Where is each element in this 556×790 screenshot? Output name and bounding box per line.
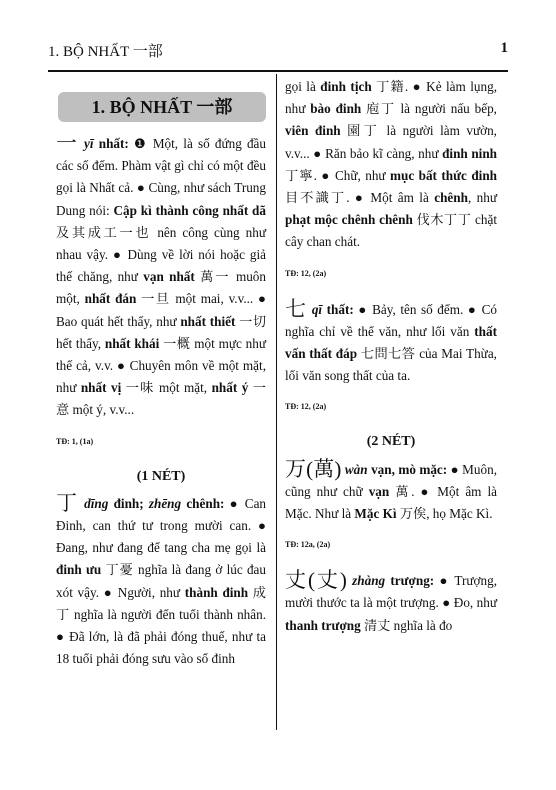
- sino-vietnamese-reading: vạn, mò mặc:: [367, 461, 448, 477]
- page-number: 1: [500, 40, 508, 56]
- definition-text: 萬一 muôn một,: [56, 269, 266, 307]
- example-term: thành đinh: [184, 584, 249, 600]
- definition-text: 一切 hết thẩy,: [56, 313, 267, 351]
- example-term: đinh ninh: [442, 145, 497, 161]
- definition-text: 伐木丁丁 chặt cây chan chát.: [285, 212, 497, 250]
- section-banner: 1. BỘ NHẤT 一部: [58, 92, 266, 122]
- definition-text: 丁籍. ● Kẻ làm lụng, như: [285, 79, 497, 117]
- entry-nhat: [56, 132, 266, 422]
- source-reference: TĐ: 12, (2a): [285, 268, 327, 278]
- example-term: nhất khái: [104, 335, 160, 351]
- pinyin: qī: [311, 301, 323, 317]
- example-term: nhất ý: [211, 380, 249, 396]
- definition-text: ● Muôn, cũng như chữ: [285, 461, 497, 499]
- pinyin: zhàng: [352, 573, 386, 589]
- example-term: viên đinh: [285, 123, 341, 139]
- entry-van: [285, 458, 497, 526]
- left-column: [56, 76, 266, 670]
- entry-dinh: [56, 492, 266, 671]
- pinyin: yī: [84, 136, 94, 151]
- definition-text: 清丈 nghĩa là đo: [360, 617, 453, 633]
- example-term: đinh tịch: [320, 79, 372, 94]
- definition-text: 成丁 nghĩa là người đến tuổi thành nhân. ● Đã lớn, là đã phải đóng thuế, như ta 18 tuổi phải đóng sưu vào sổ đinh: [56, 584, 266, 667]
- running-title: 1. BỘ NHẤT 一部: [48, 44, 163, 60]
- example-term: chênh: [434, 190, 468, 206]
- example-term: Cập kì thành công nhất dã: [113, 202, 266, 218]
- column-divider: [276, 74, 277, 730]
- definition-text: ● Bảy, tên số đếm. ● Có nghĩa chỉ về thể văn, như lối văn: [285, 301, 498, 339]
- headword-char: 七: [285, 296, 308, 321]
- definition-text: 及其成工一也 nên công cùng như nhau vậy. ● Dùng về lời nói hoặc giả thế chăng, như: [56, 224, 266, 285]
- example-term: bào đinh: [310, 101, 362, 117]
- definition-text: 一味 một mặt,: [121, 380, 212, 396]
- definition-text: 万俟, họ Mặc Kì.: [396, 506, 493, 522]
- definition-text: ❶ Một, là số đứng đầu các số đếm. Phàm vật gì chỉ có một đều gọi là Nhất cả. ● Cùng, như sách Trung Dung nói:: [56, 136, 266, 218]
- stroke-section-heading: (2 NÉT): [366, 434, 416, 450]
- example-term: thất vấn thất đáp: [285, 323, 497, 362]
- definition-text: , như: [467, 190, 497, 206]
- definition-text: 目不識丁. ● Một âm là: [285, 190, 435, 206]
- definition-text: 丁憂 nghĩa là đang ở lúc đau xót vậy. ● Người, như: [56, 562, 266, 600]
- example-term: vạn nhất: [143, 269, 195, 285]
- source-reference: TĐ: 12a, (2a): [285, 540, 331, 550]
- entry-dinh-continued: [285, 76, 497, 254]
- pinyin: dīng: [84, 495, 109, 511]
- definition-text: ● Trượng, mười thước ta là một trượng. ● Đo, như: [285, 573, 497, 611]
- sino-vietnamese-reading: đinh;: [108, 495, 149, 511]
- definition-text: 一概 một mực như thế cả, v.v. ● Chuyên môn về một mặt, như: [56, 335, 266, 396]
- entry-that: [285, 298, 497, 388]
- sino-vietnamese-reading: trượng:: [385, 573, 435, 589]
- sino-vietnamese-reading: chênh:: [181, 495, 225, 511]
- page-header: [48, 40, 508, 64]
- stroke-section-heading: (1 NÉT): [136, 468, 186, 484]
- header-rule: [48, 70, 508, 72]
- sino-vietnamese-reading: thất:: [322, 301, 354, 317]
- definition-text: 一意 một ý, v.v...: [56, 380, 266, 418]
- headword-char: 丁: [56, 490, 79, 515]
- definition-text: 丁寧. ● Chữ, như: [285, 167, 391, 183]
- headword-char: 一: [56, 131, 79, 155]
- example-term: nhất vị: [80, 380, 122, 396]
- definition-text: 七問七答 của Mai Thừa, lối văn song thất của ta.: [285, 346, 497, 384]
- example-term: mục bất thức đinh: [390, 167, 497, 183]
- example-term: vạn: [368, 483, 390, 499]
- example-term: phạt mộc chênh chênh: [285, 212, 413, 228]
- definition-text: 一旦 một mai, v.v... ● Bao quát hết thẩy, như: [56, 291, 267, 329]
- right-column: [285, 76, 497, 637]
- headword-char: 丈(丈): [285, 568, 347, 593]
- source-reference: TĐ: 1, (1a): [56, 436, 94, 446]
- definition-text: 萬. ● Một âm là Mặc. Như là: [285, 483, 497, 522]
- headword-char: 万(萬): [285, 456, 342, 481]
- example-term: nhất đán: [84, 291, 137, 307]
- example-term: đinh ưu: [56, 562, 102, 578]
- sino-vietnamese-reading: nhất:: [98, 136, 129, 151]
- definition-text: gọi là: [285, 79, 321, 94]
- definition-text: 園丁 là người làm vườn, v.v... ● Răn bảo kĩ càng, như: [285, 123, 497, 161]
- definition-text: 庖丁 là người nấu bếp,: [361, 101, 497, 117]
- pinyin: zhēng: [148, 495, 182, 511]
- source-reference: TĐ: 12, (2a): [285, 402, 327, 412]
- definition-text: ● Can Đinh, can thứ tư trong mười can. ● Đang, như đang để tang cha mẹ gọi là: [56, 495, 267, 556]
- example-term: nhất thiết: [180, 313, 236, 329]
- pinyin: wàn: [344, 461, 368, 477]
- example-term: thanh trượng: [285, 617, 361, 633]
- entry-truong: [285, 569, 497, 637]
- example-term: Mặc Kì: [354, 506, 397, 522]
